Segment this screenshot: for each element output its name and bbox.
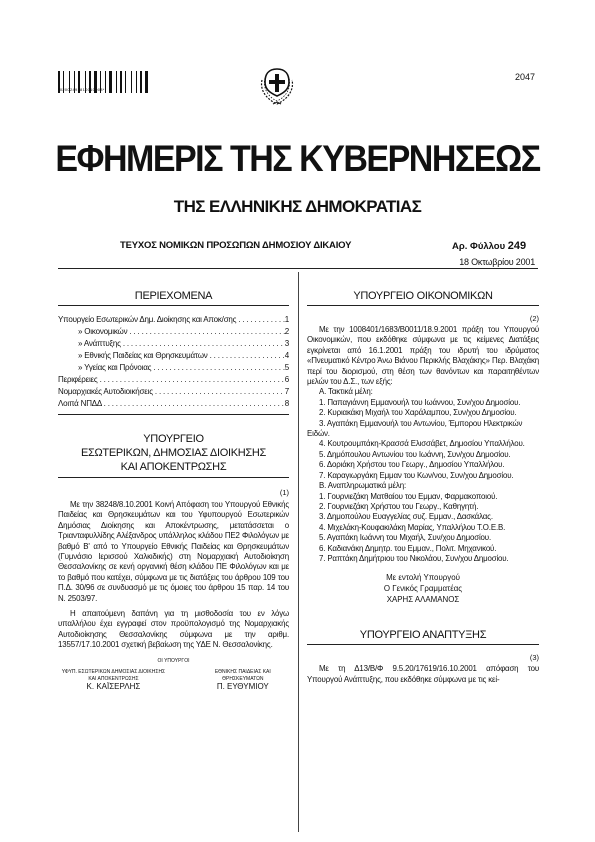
signature-role: ΕΘΝΙΚΗΣ ΠΑΙΔΕΙΑΣ ΚΑΙ ΘΡΗΣΚΕΥΜΑΤΩΝ [214,668,271,682]
sheet-number [452,240,526,252]
column-divider [298,272,299,832]
paragraph: Με τη Δ13/Β/Φ 9.5.20/17619/16.10.2001 απόφαση του Υπουργού Ανάπτυξης, που εκδόθηκε σύμφωνα με τις κεί- [307,664,539,684]
section-finance [307,290,539,685]
toc-item [58,326,289,338]
toc-bottom-rule [58,414,289,415]
list-item: 2. Γουρνιεζάκη Χρήστου του Γεωργ., Καθηγητή. [319,501,479,511]
toc-item-page: 5 [284,363,289,372]
barcode-bar [131,71,132,93]
toc-list [58,314,289,410]
toc-item-page: 8 [284,399,289,408]
signature-role: ΥΦΥΠ. ΕΣΩΤΕΡΙΚΩΝ ΔΗΜΟΣΙΑΣ ΔΙΟΙΚΗΣΗΣ ΚΑΙ ΑΠΟΚΕΝΤΡΩΣΗΣ [61,668,166,682]
header-rule [58,268,538,269]
section-interior [58,432,289,690]
signature-name: ΧΑΡΗΣ ΑΛΑΜΑΝΟΣ [386,595,460,605]
list-heading [307,481,539,491]
toc-item [58,350,289,362]
signature-block [307,572,539,605]
list-heading: Α. Τακτικά μέλη: [319,387,373,397]
toc-item-label: Περιφέρειες . . . [58,374,285,386]
list-item: 2. Κυριακάκη Μιχαήλ του Χαράλαμπου, Συν/χου Δημοσίου. [319,408,517,418]
signature-left [58,669,169,690]
sheet-number-value: 249 [507,240,527,252]
decision-text [58,500,289,651]
section-rule [307,305,539,306]
paragraph: Η απαιτούμενη δαπάνη για τη μισθοδοσία του εν λόγω υπαλλήλου έχει εγγραφεί στον προϋπολογισμό της Νομαρχιακής Αυτοδιοίκησης Θεσσαλονίκης σύμφωνα με την αριθμ. 13557/17.10.2001 σχετική βεβαίωση της ΥΔΕ Ν. Θεσσαλονίκης. [58,609,289,650]
barcode-bar [113,71,115,93]
toc-item-page: 1 [284,315,289,324]
toc-item-label: » Ανάπτυξης . . . [58,338,285,350]
barcode-bar [136,71,137,93]
list-item: 1. Γουρνιεζάκη Ματθαίου του Εμμαν, Φαρμακοποιού. [319,491,498,501]
toc-item [58,386,289,398]
signature-line: Ο Γενικός Γραμματέας [383,584,463,594]
sheet-label: Αρ. Φύλλου [452,241,506,252]
list-item: 6. Δοριάκη Χρήστου του Γεωργ., Δημοσίου Υπαλλήλου. [319,460,505,470]
barcode-bar [118,71,119,93]
barcode-bar [105,71,106,93]
signature-name: Κ. ΚΑΪΣΕΡΛΗΣ [86,681,141,691]
barcode-bar [116,71,117,93]
table-of-contents [58,290,289,415]
toc-rule [58,305,289,306]
issue-date: 18 Οκτωβρίου 2001 [459,257,535,267]
section-heading-development: ΥΠΟΥΡΓΕΙΟ ΑΝΑΠΤΥΞΗΣ [359,629,487,642]
decision-ref: (2) [529,314,539,323]
list-item: 3. Αγαπάκη Εμμανουήλ του Αντωνίου, Έμπορου Ηλεκτρικών Ειδών. [307,418,523,439]
section-heading-3: ΚΑΙ ΑΠΟΚΕΝΤΡΩΣΗΣ [120,461,227,473]
page-number: 2047 [514,72,535,82]
section-rule [307,644,539,645]
list-item: 6. Καδιανάκη Δημητρ. του Εμμαν., Πολιτ. Μηχανικού. [319,543,497,553]
section-heading: ΥΠΟΥΡΓΕΙΟ ΟΙΚΟΝΟΜΙΚΩΝ [353,290,493,302]
toc-item-page: 4 [284,351,289,360]
list-item: 5. Αγαπάκη Ιωάννη του Μιχαήλ, Συν/χου Δημοσίου. [319,533,491,543]
list-item: 4. Μιχελάκη-Κουφακιλάκη Μαρίας, Υπαλλήλου Τ.Ο.Ε.Β. [319,522,506,532]
toc-item-page: 7 [284,387,289,396]
signature-line: Με εντολή Υπουργού [386,573,460,583]
barcode-number: *02002491810010008* [58,87,105,92]
decision-text [307,325,539,398]
list-item: 7. Καραγιωργάκη Εμμαν του Κων/νου, Συν/χου Δημοσίου. [319,470,514,480]
alternates-list [307,492,539,565]
list-item: 4. Κουτρουμπάκη-Κρασσά Ελισσάβετ, Δημοσίου Υπαλλήλου. [319,439,525,449]
paragraph: Με την 38248/8.10.2001 Κοινή Απόφαση του Υπουργού Εθνικής Παιδείας και Θρησκευμάτων και του Υφυπουργού Εσωτερικών Δημόσιας Διοίκησης και Αποκέντρωσης, μετατάσσεται ο Τριανταφυλλίδης Αλέξανδρος υπάλληλος κλάδου ΠΕ2 Φιλολόγων με βαθμό Β' από το Υπουργείο Εθνικής Παιδείας και Θρησκευμάτων (Γυμνάσιο Ιερισσού Χαλκιδικής) στη Νομαρχιακή Αυτοδιοίκηση Θεσσαλονίκης σε κενή οργανική θέση κλάδου ΠΕ Φιλολόγων και με το βαθμό που κατέχει, σύμφωνα με τις διατάξεις του άρθρου 109 του Π.Δ. 30/96 σε συνδυασμό με τις όμοιες του άρθρου 15 παρ. 14 του Ν. 2503/97. [58,500,289,603]
barcode-bar [123,71,124,93]
signatories-header: ΟΙ ΥΠΟΥΡΓΟΙ [157,657,190,664]
section-heading-1: ΥΠΟΥΡΓΕΙΟ [143,433,204,445]
toc-heading: ΠΕΡΙΕΧΟΜΕΝΑ [134,290,213,302]
signature-right [197,669,289,690]
barcode-bar [120,71,122,93]
toc-item-label: Νομαρχιακές Αυτοδιοικήσεις . . . [58,386,285,398]
toc-item [58,362,289,374]
paragraph: Με την 1008401/1683/Β0011/18.9.2001 πράξη του Υπουργού Οικονομικών, που εκδόθηκε σύμφωνα με τις κείμενες Διατάξεις εγκρίνεται από 16.1.2001 πράξη του ιδρυτή του ιδρύματος «Πνευματικό Κέντρο Άνω Βιάνου Περικλής Βλαχάκης» Περ. Βλαχάκη περί του διορισμού, στη θέση των θανόντων και παραιτηθέντων μελών του Δ.Σ., των εξής: [307,325,539,387]
gazette-title: ΕΦΗΜΕΡΙΣ ΤΗΣ ΚΥΒΕΡΝΗΣΕΩΣ [55,138,540,180]
barcode-bar [107,71,108,93]
decision-ref: (1) [279,488,289,497]
barcode-bar [125,71,126,93]
toc-item [58,314,289,326]
gazette-subtitle: ΤΗΣ ΕΛΛΗΝΙΚΗΣ ΔΗΜΟΚΡΑΤΙΑΣ [173,197,422,216]
barcode-bar [138,71,139,93]
barcode-bar [143,71,144,93]
barcode-bar [145,71,148,93]
barcode-bar [140,71,142,93]
barcode-bar [109,71,112,93]
coat-of-arms-icon [256,66,298,108]
signature-name: Π. ΕΥΘΥΜΙΟΥ [216,681,269,691]
toc-item [58,338,289,350]
decision-ref: (3) [529,653,539,663]
barcode-bar [149,71,150,93]
section-rule [58,477,289,478]
issue-label: ΤΕΥΧΟΣ ΝΟΜΙΚΩΝ ΠΡΟΣΩΠΩΝ ΔΗΜΟΣΙΟΥ ΔΙΚΑΙΟΥ [120,240,352,251]
list-heading-text: Β. Αναπληρωματικά μέλη: [319,481,406,491]
toc-item-page: 3 [284,339,289,348]
toc-item-label: » Εθνικής Παιδείας και Θρησκευμάτων . . . [58,350,285,362]
toc-item-page: 6 [284,375,289,384]
toc-item-label: Υπουργείο Εσωτερικών Δημ. Διοίκησης και Αποκ/σης . . . [58,314,285,326]
section-heading-2: ΕΣΩΤΕΡΙΚΩΝ, ΔΗΜΟΣΙΑΣ ΔΙΟΙΚΗΣΗΣ [80,447,267,459]
list-item: 5. Δημόπουλου Αντωνίου του Ιωάννη, Συν/χου Δημοσίου. [319,449,511,459]
toc-item-page: 2 [284,327,289,336]
toc-item-label: Λοιπά ΝΠΔΔ . . . [58,398,285,410]
members-list [307,398,539,481]
toc-item [58,374,289,386]
list-item: 1. Παπαγιάννη Εμμανουήλ του Ιωάννου, Συν/χου Δημοσίου. [319,397,521,407]
toc-item-label: » Οικονομικών . . . [58,326,285,338]
list-item: 3. Δημοπούλου Ευαγγελίας συζ. Εμμαν., Δασκάλας. [319,512,493,522]
list-item: 7. Ραπτάκη Δημήτριου του Νικολάου, Συν/χου Δημοσίου. [319,553,509,563]
decision-text [307,664,539,685]
toc-item-label: » Υγείας και Πρόνοιας . . . [58,362,285,374]
signatures [58,669,289,690]
toc-item [58,398,289,410]
barcode-bar [133,71,135,93]
barcode-bar [127,71,130,93]
